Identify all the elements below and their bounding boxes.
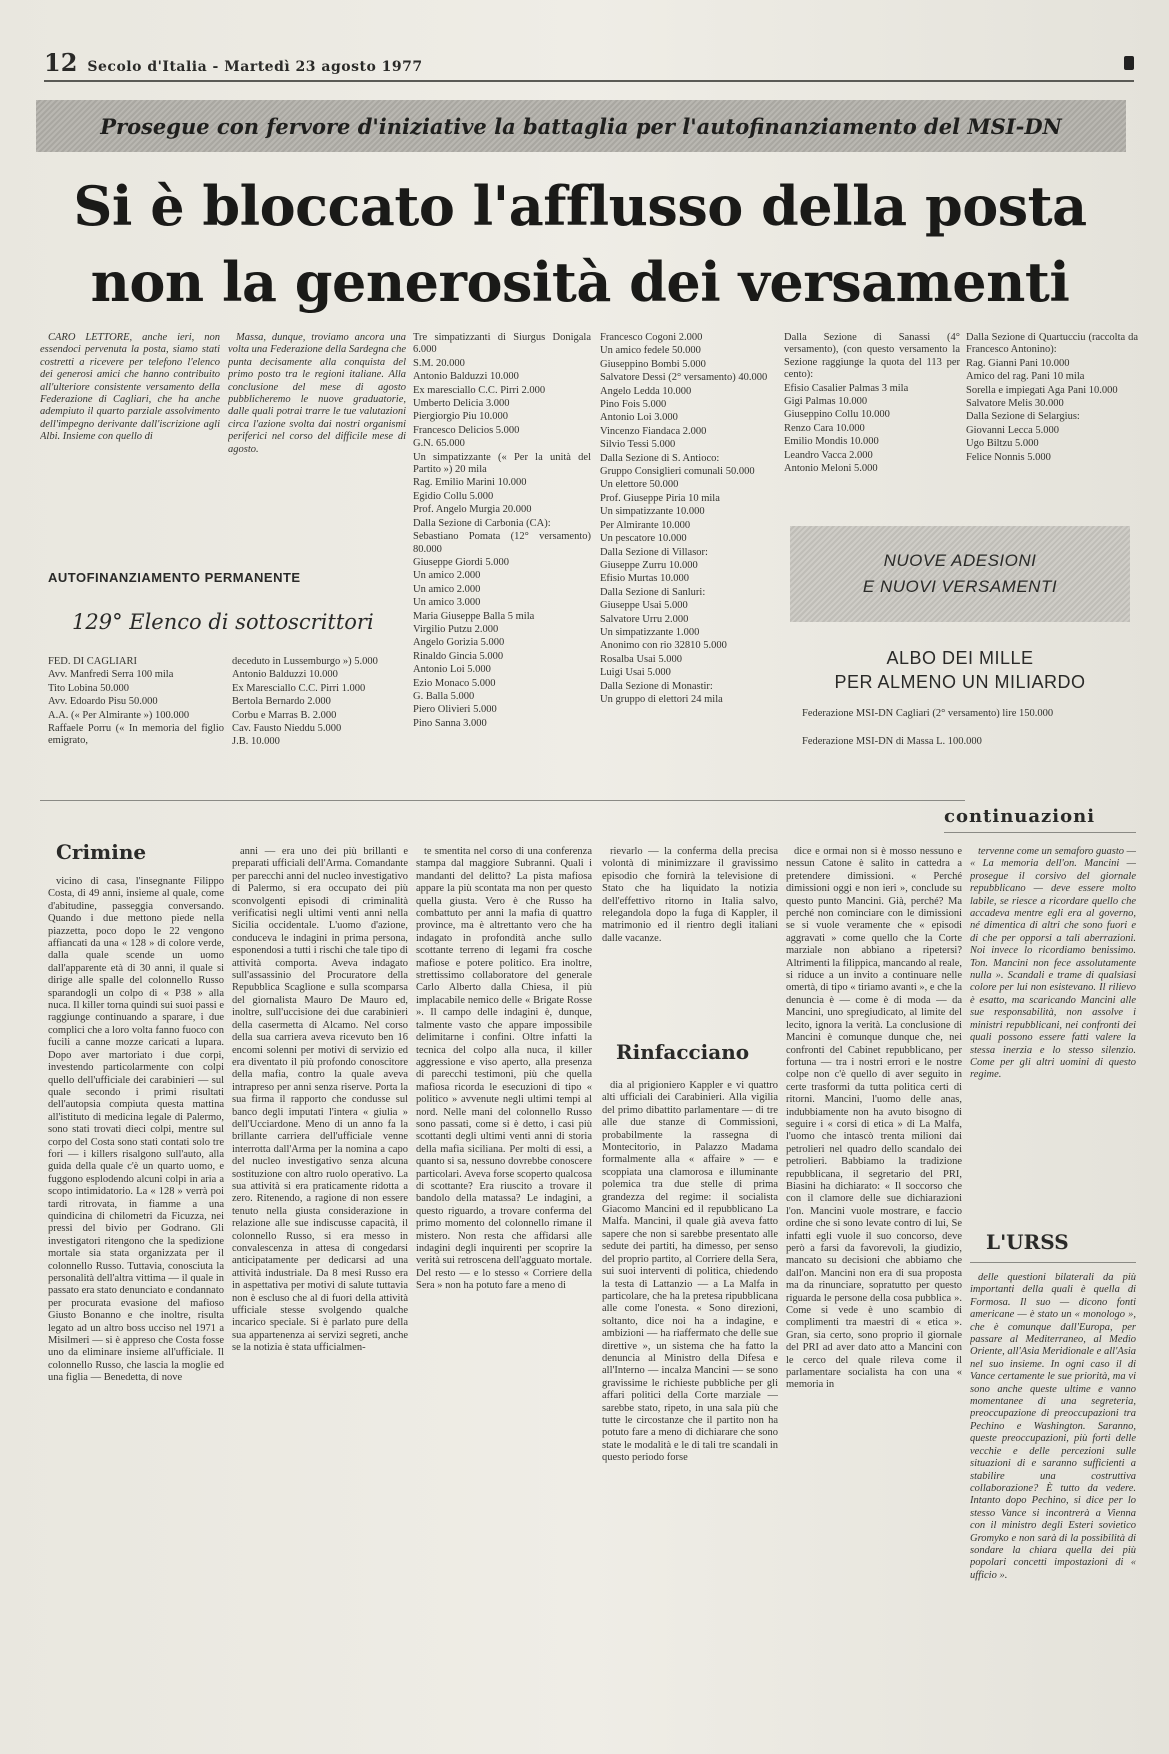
headline-line-1: Si è bloccato l'afflusso della posta (73, 174, 1087, 238)
elenco-item: deceduto in Lussemburgo ») 5.000 (232, 656, 378, 667)
elenco-item: Un amico 2.000 (413, 583, 481, 595)
elenco-item: Tre simpatizzanti di Siurgus Donigala 6.000 (413, 332, 591, 356)
elenco-item: Vincenzo Fiandaca 2.000 (600, 425, 707, 437)
elenco-item: Un elettore 50.000 (600, 479, 679, 491)
section-divider (40, 800, 965, 801)
elenco-item: Silvio Tessi 5.000 (600, 439, 676, 451)
elenco-item: Pino Sanna 3.000 (413, 717, 487, 729)
intro-text-1: CARO LETTORE, anche ieri, non essendoci pervenuta la posta, siamo stati costretti a ricevere per telefono l'elenco dei generosi amici che hanno contribuito all'ulteriore consistente versamento della Federazione di Cagliari, che ha anche adempiuto il quarto parziale assolvimento dell'impegno derivante dall'iscrizione agli Albi. Insieme con quello di (40, 332, 220, 443)
urss-text: delle questioni bilaterali da più importanti della quali è quella di Formosa. Il suo — dicono fonti americane — è stato un « monologo », che è comunque dall'Europa, per passare al Mediterraneo, al Medio Oriente, all'Asia Meridionale e all'Asia nel suo insieme. In ogni caso il di Vance certamente le sue priorità, ma vi sono anche queste ultime e vanno momentanee di una segreteria, preoccupazione di preoccupazioni tra Pechino e Washington. Saranno, queste preoccupazioni, più forti delle vecchie e delle percezioni sulle situazioni di e saranno sufficienti a stabilire una costruttiva collaborazione? È tutto da vedere. Intanto dopo Pechino, si dice per lo stesso Vance si incontrerà a Vienna con il ministro degli Esteri sovietico Gromyko e non sarà di la possibilità di sondare la chiara quella dei più popolari concetti impostazioni di « ufficio ». (970, 1272, 1136, 1581)
continuazioni-label: continuazioni (944, 806, 1096, 827)
elenco-item: Un amico 3.000 (413, 597, 481, 609)
elenco-item: G.N. 65.000 (413, 438, 465, 450)
elenco-item: S.M. 20.000 (413, 357, 465, 369)
intro-column-1 (40, 332, 220, 522)
elenco-item: Sebastiano Pomata (12° versamento) 80.000 (413, 531, 591, 555)
paper-date-line: Secolo d'Italia - Martedì 23 agosto 1977 (87, 59, 423, 75)
elenco-item: Ex Maresciallo C.C. Pirri 1.000 (232, 682, 366, 694)
elenco-item: Piergiorgio Piu 10.000 (413, 411, 508, 423)
elenco-item: A.A. (« Per Almirante ») 100.000 (48, 709, 190, 721)
elenco-item: Giuseppe Usai 5.000 (600, 600, 688, 612)
albo-line-1: ALBO DEI MILLE (886, 648, 1034, 668)
crimine-text-1: vicino di casa, l'insegnante Filippo Costa, di 49 anni, insieme al quale, come d'abitudine, passeggia conversando. Quando i due mettono piede nella piazzetta, poco dopo le 22 vengono affiancati da una « 128 » di colore verde, dalla quale scende un uomo dall'apparente età di 30 anni, il quale si dirige alle spalle del colonnello Russo sparandogli un colpo di « P38 » alla nuca. Il killer torna quindi sui suoi passi e raggiunge continuando a sparare, i due complici che a loro volta fanno fuoco con fucili a canne mozze caricati a lupara. Dopo aver martoriato i due corpi, investendo particolarmente con colpi quello dell'ufficiale dei carabinieri — sul quale secondo i primi risultati dell'autopsia compiuta questa mattina all'istituto di medicina legale di Palermo, sono stati trovati dieci colpi, mentre sul corpo del Costa sono stati contati solo tre fori — i killers risalgono sull'auto, alla guida della quale c'è un quarto uomo, e fuggono esplodendo alcuni colpi in aria a scopo intimidatorio. La « 128 » verrà poi tardi ritrovata, in fiamme a una quindicina di chilometri da Ficuzza, nei pressi del bivio per Godrano. Gli investigatori ritengono che la spedizione mortale sia stata organizzata per il colonnello Russo. Tuttavia, conosciuta la personalità dell'altra vittima — il quale in passato era stato denunciato e condannato per procurata evasione del mafioso Giusto Bonanno e che inoltre, risulta legato ad un altro boss ucciso nel 1971 a Misilmeri — si è appreso che Costa fosse uno da eliminare insieme all'ufficiale. Il colonnello Russo, che lascia la moglie ed una figlia — Benedetta, di nove (48, 876, 224, 1384)
elenco-item: Dalla Sezione di Sanassi (4° versamento), (con questo versamento la Sezione raggiunge la quota del 113 per cento): (784, 332, 960, 381)
elenco-item: Felice Nonnis 5.000 (966, 451, 1051, 463)
continuazioni-rule (944, 832, 1136, 833)
elenco-item: Pino Fois 5.000 (600, 399, 667, 411)
elenco-item: Francesco Cogoni 2.000 (600, 332, 703, 343)
elenco-item: Gigi Palmas 10.000 (784, 396, 868, 408)
elenco-item: Ugo Biltzu 5.000 (966, 438, 1039, 450)
elenco-item: Antonio Loi 5.000 (413, 664, 491, 676)
autofinanziamento-label: AUTOFINANZIAMENTO PERMANENTE (48, 570, 301, 585)
elenco-column-5 (784, 332, 960, 512)
elenco-column-2 (232, 656, 408, 786)
elenco-item: Antonio Meloni 5.000 (784, 463, 878, 475)
elenco-item: Sorella e impiegati Aga Pani 10.000 (966, 384, 1118, 396)
elenco-item: Luigi Usai 5.000 (600, 667, 671, 679)
elenco-item: Salvatore Urru 2.000 (600, 613, 689, 625)
elenco-item: Tito Lobina 50.000 (48, 682, 129, 694)
rinfacciano-text-5: dice e ormai non si è mosso nessuno e nessun Catone è salito in cattedra a pretendere dimissioni. « Perché dimissioni oggi e non ieri », conclude su questo punto Mancini. Già, perché? Ma perché non cominciare con le dimissioni se si vuole veramente che « episodi aggravati » come quello che la Corte marziale non abbiano a ripetersi? Altrimenti la filippica, mancando al reale, si riduce a un invito a continuare nelle omertà, di tipo « tiriamo avanti », e che la denuncia è — come è di moda — da Mancini, uno spregiudicato, al limite del lecito, ignora la verità. La conclusione di Mancini è comunque dunque che, nei confronti del Cabinet repubblicano, per fortuna — tra i nostri errori e le nostre colpe non c'è quello di aver seguito in certe trasformi da tutta politica certi di ritorni. Mancini, l'uomo delle anas, indubbiamente non ha avuto bisogno di seguire i « corsi di etica » di La Malfa, l'uomo che intascò trenta milioni dai petrolieri nel quadro dello scandalo dei petrolieri. Babbiamo la tradizione repubblicana, il segretario del PRI, Biasini ha dichiarato: « Il soccorso che con il clamore delle sue dichiarazioni l'on. Mancini vuole mostrare, e faccio ordine che si sono levate contro di lui, Se infatti egli vuole il suo concorso, deve però a farsi da favorevoli, la giudizio, mancato su decisioni che abbiamo che dall'on. Mancini non era di sua proposta ma da rinunciare, sopratutto per questo riguarda le persone della cosa pubblica ». Come si vede è uno scambio di complimenti tra maestri di « etica ». Gran, sia certo, sono proprio il giornale del PRI ad aver dato atto a Mancini con le cerco del quale rileva come il parlamentare socialista ha con una « memoria in (786, 846, 962, 1391)
albo-dei-mille (790, 646, 1130, 694)
elenco-item: J.B. 10.000 (232, 736, 280, 748)
albo-entry-2: Federazione MSI-DN di Massa L. 100.000 (802, 736, 982, 747)
albo-entry-1: Federazione MSI-DN Cagliari (2° versamento) lire 150.000 (802, 708, 1054, 719)
elenco-item: Gruppo Consiglieri comunali 50.000 (600, 466, 755, 478)
elenco-item: Salvatore Dessi (2° versamento) 40.000 (600, 372, 768, 384)
elenco-item: Dalla Sezione di Sanluri: (600, 586, 706, 598)
elenco-item: Rosalba Usai 5.000 (600, 653, 682, 665)
crimine-text-3: te smentita nel corso di una conferenza stampa dal maggiore Subranni. Quali i mandanti del delitto? La pista mafiosa appare la più scontata ma non per questo quella giusta. Vero è che Russo ha combattuto per anni la mafia di quattro province, ma è altrettanto vero che ha indagato in profondità anche sullo scottante terreno di legami fra cosche mafiose e potere politico. Era inoltre, strettissimo collaboratore del generale Carlo Alberto dalla Chiesa, il più implacabile nemico delle « Brigate Rosse ». Il campo delle indagini è, dunque, talmente vasto che appare impossibile delimitarne i confini. Oltre infatti la tecnica del colpo alla nuca, il killer aggressione e viso aperto, alla presenza di parecchi testimoni, più che quella mafiosa ricorda le esecuzioni di tipo « politico » avvenute negli ultimi tempi al nord. Nelle mani del colonnello Russo sono passati, come si è detto, i casi più scottanti degli ultimi venti anni di storia della mafia siciliana. Per molti di essi, a quanto si sa, nessuno dovrebbe conoscere particolari. Aveva forse scoperto qualcosa di scottante? Era riuscito a trovare il bandolo della matassa? Le indagini, a questo riguardo, a trovare conferma del primo momento del colonnello rimane il mistero. Non resta che affidarsi alle indagini degli inquirenti per scoprire la verità sui retroscena dell'agguato mortale. Del resto — e lo stesso « Corriere della Sera » non ha potuto fare a meno di (416, 846, 592, 1292)
elenco-column-3 (413, 332, 591, 782)
elenco-item: Ezio Monaco 5.000 (413, 677, 496, 689)
elenco-item: Un simpatizzante (« Per la unità del Partito ») 20 mila (413, 451, 591, 476)
elenco-item: Rinaldo Gincia 5.000 (413, 650, 504, 662)
elenco-item: Maria Giuseppe Balla 5 mila (413, 610, 535, 622)
elenco-item: Ex maresciallo C.C. Pirri 2.000 (413, 384, 546, 396)
elenco-item: Un simpatizzante 1.000 (600, 626, 700, 638)
elenco-item: Efisio Casalier Palmas 3 mila (784, 382, 909, 394)
albo-line-2: PER ALMENO UN MILIARDO (834, 672, 1086, 692)
elenco-item: Salvatore Melis 30.000 (966, 398, 1064, 410)
urss-rule (970, 1262, 1136, 1263)
elenco-item: Dalla Sezione di Villasor: (600, 546, 708, 558)
elenco-item: Corbu e Marras B. 2.000 (232, 709, 337, 721)
elenco-item: Antonio Loi 3.000 (600, 412, 678, 424)
elenco-item: Giuseppe Giordi 5.000 (413, 556, 509, 568)
elenco-item: Giovanni Lecca 5.000 (966, 424, 1060, 436)
elenco-item: Un pescatore 10.000 (600, 533, 687, 545)
elenco-item: Dalla Sezione di Carbonia (CA): (413, 517, 551, 529)
elenco-title: 129° Elenco di sottoscrittori (72, 610, 374, 634)
elenco-item: Antonio Balduzzi 10.000 (232, 669, 338, 681)
elenco-column-4 (600, 332, 778, 782)
elenco-item: Giuseppino Collu 10.000 (784, 409, 890, 421)
nuove-adesioni-banner (790, 526, 1130, 622)
banner-line-2: E NUOVI VERSAMENTI (862, 577, 1058, 596)
elenco-item: FED. DI CAGLIARI (48, 656, 137, 667)
elenco-item: Umberto Delicia 3.000 (413, 398, 510, 410)
elenco-item: Francesco Delicios 5.000 (413, 424, 520, 436)
elenco-item: Rag. Emilio Marini 10.000 (413, 477, 527, 489)
headline (30, 168, 1130, 320)
masthead (44, 48, 1134, 82)
crimine-heading: Crimine (56, 840, 147, 864)
elenco-item: Bertola Bernardo 2.000 (232, 696, 331, 708)
crimine-column-1 (48, 876, 224, 1736)
elenco-item: Giuseppino Bombi 5.000 (600, 358, 706, 370)
rinfacciano-column-4a (602, 846, 778, 1016)
crimine-column-3 (416, 846, 592, 1736)
elenco-item: Renzo Cara 10.000 (784, 422, 865, 434)
elenco-column-6 (966, 332, 1138, 512)
urss-heading: L'URSS (986, 1230, 1069, 1254)
rinfacciano-text-4a: rievarlo — la conferma della precisa volontà di minimizzare il gravissimo episodio che fornirà la televisione di Stato che ha liquidato la notizia dell'effettivo ritorno in Italia salvo, relegandola dopo la fuga di Kappler, il matrimonio ed il rientro degli italiani dalle vacanze. (602, 846, 778, 944)
page-number: 12 (44, 48, 78, 77)
elenco-item: Leandro Vacca 2.000 (784, 449, 873, 461)
elenco-item: Cav. Fausto Nieddu 5.000 (232, 723, 342, 735)
kicker-band (36, 100, 1126, 152)
elenco-item: Angelo Ledda 10.000 (600, 385, 692, 397)
rinfacciano-text-6: tervenne come un semaforo guasto — « La memoria dell'on. Mancini — prosegue il corsivo del giornale repubblicano — deve essere molto labile, se riesce a ricordare quello che accadeva mentre egli era al governo, né dimentica di altri che sono fuori e di che per opporsi a tali aberrazioni. Noi invece lo ricordiamo benissimo. Ton. Mancini non fece assolutamente nulla ». Scandali e trame di qualsiasi colore per lui non esistevano. Il rilievo è esatto, ma scaricando Mancini alle sue responsabilità, non assolve i ministri repubblicani, nei confronti dei quali possono essere fatti valere la stessa inerzia e lo stesso silenzio. Come per gli altri uomini di questo regime. (970, 846, 1136, 1081)
urss-column (970, 1272, 1136, 1736)
elenco-item: Un simpatizzante 10.000 (600, 506, 705, 518)
intro-text-2: Massa, dunque, troviamo ancora una volta una Federazione della Sardegna che punta decisamente alla conquista del primo posto tra le regioni italiane. Alla conclusione del mese di agosto pubblicheremo le nuove graduatorie, dalle quali potrai trarre le tue valutazioni circa l'azione svolta dai nostri organismi periferici nel corso del difficile mese di agosto. (228, 332, 406, 455)
elenco-item: Dalla Sezione di Monastir: (600, 680, 713, 692)
banner-line-1: NUOVE ADESIONI (883, 551, 1037, 570)
elenco-item: Efisio Murtas 10.000 (600, 573, 689, 585)
rinfacciano-column-5 (786, 846, 962, 1736)
elenco-item: Prof. Giuseppe Piria 10 mila (600, 492, 720, 504)
elenco-item: Avv. Manfredi Serra 100 mila (48, 669, 174, 681)
elenco-item: Dalla Sezione di S. Antioco: (600, 452, 720, 464)
elenco-item: Antonio Balduzzi 10.000 (413, 371, 519, 383)
elenco-item: Avv. Edoardo Pisu 50.000 (48, 696, 158, 708)
rinfacciano-heading: Rinfacciano (616, 1040, 750, 1064)
crimine-text-2: anni — era uno dei più brillanti e preparati ufficiali dell'Arma. Comandante per parecchi anni del nucleo investigativo di Palermo, si era occupato dei più sconvolgenti episodi di criminalità verificatisi negli ultimi venti anni nella Sicilia occidentale. L'uomo d'azione, conduceva le indagini in prima persona, esponendosi a tutti i rischi che tale tipo di attività comporta. Aveva indagato sull'assassinio del Procuratore della Repubblica Scaglione e sulla scomparsa del giornalista Mauro De Mauro ed, inoltre, sull'uccisione dei due carabinieri della casermetta di Alcamo. Nel corso della sua carriera aveva ricevuto ben 16 encomi solenni per motivi di servizio ed era diventato il più profondo conoscitore della mafia, contro la quale aveva intrapreso per anni senza riserve. Porta la sua firma il rapporto che condusse sul banco degli imputati l'intera « giulia » dell'Ucciardone. Meno di un anno fa la brillante carriera dell'ufficiale venne interrotta dall'Arma per la nomina a capo del nucleo investigativo senza alcuna sostituzione con altro ruolo operativo. La sua attività si era praticamente ridotta a zero. Ritenendo, a ragione di non essere tenuto nella giusta considerazione in relazione alle sue indiscusse capacità, il colonnello Russo, si era messo in convalescenza in attesa di congedarsi anticipatamente per dedicarsi ad una attività industriale. Da 8 mesi Russo era in aspettativa per motivi di salute tuttavia non è escluso che al di fuori della attività ufficiale stesse svolgendo qualche incarico speciale. Si è parlato pure della sua appartenenza ai servizi segreti, anche se la notizia è stata ufficialmen- (232, 846, 408, 1354)
rinfacciano-column-6 (970, 846, 1136, 1226)
elenco-item: Un amico fedele 50.000 (600, 345, 701, 357)
elenco-item: Dalla Sezione di Selargius: (966, 411, 1080, 423)
headline-line-2: non la generosità dei versamenti (90, 250, 1070, 314)
crimine-column-2 (232, 846, 408, 1736)
elenco-item: Emilio Mondis 10.000 (784, 436, 879, 448)
elenco-item: G. Balla 5.000 (413, 690, 475, 702)
elenco-item: Raffaele Porru (« In memoria del figlio emigrato, (48, 723, 224, 747)
elenco-item: Dalla Sezione di Quartucciu (raccolta da Francesco Antonino): (966, 332, 1138, 356)
elenco-item: Amico del rag. Pani 10 mila (966, 371, 1085, 383)
elenco-item: Egidio Collu 5.000 (413, 490, 494, 502)
elenco-item: Piero Olivieri 5.000 (413, 704, 497, 716)
rinfacciano-column-4b (602, 1080, 778, 1736)
elenco-column-1 (48, 656, 224, 786)
rinfacciano-text-4b: dia al prigioniero Kappler e vi quattro alti ufficiali dei Carabinieri. Alla vigilia del primo dibattito parlamentare — di tre alle due stanze di Commissioni, probabilmente la rassegna di Montecitorio, in Palazzo Madama formalmente alla « affaire » — e scoppiata una clamorosa e illuminante polemica tra due stelle di prima grandezza del regime: il socialista Giacomo Mancini ed il repubblicano La Malfa. Mancini, il quale già aveva fatto sapere che non si sarebbe presentato alle sedute dei partiti, ha dimesso, per senso del proprio partito, al Corriere della Sera, sui suoi interventi di politica, chiedendo la testa di Lattanzio — a La Malfa in particolare, che ha la pretesa ripubblicana alle come l'onesta. « Sono direzioni, soltanto, dice noi ha a indagine, e ambizioni — ha riaffermato che delle sue direttive », un sistema che ha fatto la denuncia al Ministro della Difesa e all'Interno — incalza Mancini — se sono gravissime le richieste pubbliche per gli affari politici della Corte marziale — sarebbe stato, ripeto, in una sala più che tutte le circostanze che il partito non ha potuto fare a meno di dichiarare che sono state le modalità e le di tali tre scandali in questo periodo forse (602, 1080, 778, 1464)
elenco-item: Per Almirante 10.000 (600, 519, 691, 531)
intro-column-2 (228, 332, 406, 522)
elenco-item: Angelo Gorizia 5.000 (413, 637, 505, 649)
corner-mark (1124, 56, 1134, 70)
elenco-item: Un amico 2.000 (413, 570, 481, 582)
elenco-item: Virgilio Putzu 2.000 (413, 623, 499, 635)
elenco-item: Giuseppe Zurru 10.000 (600, 559, 698, 571)
elenco-item: Rag. Gianni Pani 10.000 (966, 357, 1070, 369)
elenco-item: Anonimo con rio 32810 5.000 (600, 640, 727, 652)
kicker: Prosegue con fervore d'iniziative la battaglia per l'autofinanziamento del MSI-DN (100, 113, 1062, 139)
elenco-item: Prof. Angelo Murgia 20.000 (413, 504, 532, 516)
elenco-item: Un gruppo di elettori 24 mila (600, 693, 723, 705)
